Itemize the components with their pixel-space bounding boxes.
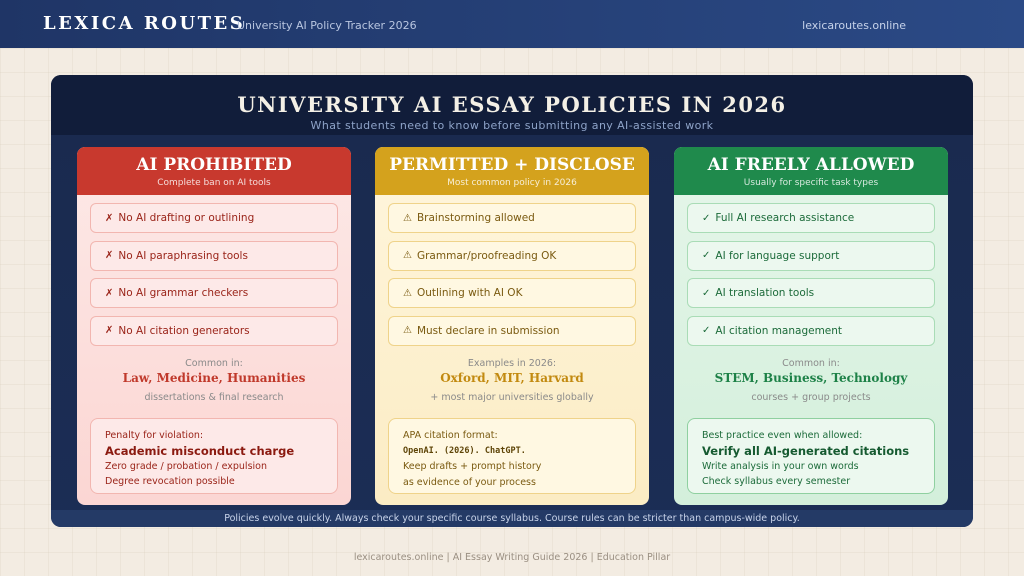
item-label: AI translation tools: [715, 287, 815, 299]
note-line: Degree revocation possible: [105, 476, 235, 487]
common-note: dissertations & final research: [144, 392, 284, 403]
card-header: [77, 147, 351, 195]
common-note: courses + group projects: [751, 392, 871, 403]
card-title: AI FREELY ALLOWED: [707, 155, 915, 175]
warning-icon: ⚠: [403, 250, 412, 261]
common-label: Common in:: [782, 358, 840, 369]
item-label: Must declare in submission: [416, 324, 560, 337]
note-line: Check syllabus every semester: [702, 476, 851, 487]
list-item: [388, 203, 636, 233]
best-practice-box: [687, 418, 935, 494]
warning-icon: ⚠: [403, 287, 412, 299]
check-icon: ✓: [702, 250, 711, 261]
top-bar: [0, 0, 1024, 48]
note-line: Keep drafts + prompt history: [403, 461, 542, 472]
cross-icon: ✗: [105, 325, 114, 336]
list-item: [90, 203, 338, 233]
card-subtitle: Usually for specific task types: [743, 178, 879, 188]
list-item: [90, 316, 338, 346]
check-icon: ✓: [702, 212, 711, 224]
item-label: AI citation management: [715, 324, 843, 337]
citation-example: OpenAI. (2026). ChatGPT.: [403, 445, 526, 456]
note-emphasis: Verify all AI-generated citations: [702, 443, 910, 458]
item-label: Full AI research assistance: [715, 212, 855, 224]
panel-footer-note: Policies evolve quickly. Always check your specific course syllabus. Course rules can be stricter than campus-wide policy.: [51, 510, 973, 527]
card-ai-prohibited: [77, 147, 351, 505]
cross-icon: ✗: [105, 212, 114, 224]
list-item: [90, 278, 338, 308]
item-label: No AI grammar checkers: [118, 287, 249, 299]
citation-box: [388, 418, 636, 494]
panel-subtitle: What students need to know before submitting any AI-assisted work: [310, 119, 714, 132]
note-line: Zero grade / probation / expulsion: [105, 460, 267, 472]
cross-icon: ✗: [105, 287, 114, 299]
common-value: STEM, Business, Technology: [714, 371, 908, 385]
note-heading: Best practice even when allowed:: [702, 430, 863, 441]
item-label: Brainstorming allowed: [416, 212, 535, 224]
list-item: [388, 241, 636, 271]
policy-panel: [51, 75, 973, 527]
common-value: Law, Medicine, Humanities: [122, 371, 306, 385]
note-line: as evidence of your process: [403, 476, 536, 488]
card-subtitle: Most common policy in 2026: [447, 178, 577, 188]
common-note: + most major universities globally: [430, 392, 594, 403]
check-icon: ✓: [702, 325, 711, 336]
common-label: Common in:: [185, 358, 243, 369]
warning-icon: ⚠: [403, 212, 412, 224]
site-link[interactable]: lexicaroutes.online: [802, 19, 906, 32]
note-heading: Penalty for violation:: [105, 430, 204, 441]
note-emphasis: Academic misconduct charge: [105, 443, 295, 458]
note-line: Write analysis in your own words: [702, 460, 859, 472]
list-item: [687, 278, 935, 308]
card-title: AI PROHIBITED: [136, 155, 292, 175]
panel-header: [51, 75, 973, 135]
card-permitted-disclose: [375, 147, 649, 505]
list-item: [388, 316, 636, 346]
cross-icon: ✗: [105, 250, 114, 261]
common-label: Examples in 2026:: [467, 358, 557, 369]
item-label: Outlining with AI OK: [416, 287, 523, 299]
list-item: [90, 241, 338, 271]
brand-subtitle: University AI Policy Tracker 2026: [237, 19, 417, 32]
card-subtitle: Complete ban on AI tools: [157, 178, 271, 188]
common-value: Oxford, MIT, Harvard: [440, 371, 584, 385]
item-label: No AI drafting or outlining: [118, 212, 255, 224]
panel-title: UNIVERSITY AI ESSAY POLICIES IN 2026: [237, 92, 787, 117]
list-item: [687, 203, 935, 233]
card-ai-freely-allowed: [674, 147, 948, 505]
warning-icon: ⚠: [403, 325, 412, 336]
policy-list: [90, 203, 338, 353]
penalty-box: [90, 418, 338, 494]
item-label: No AI citation generators: [118, 324, 250, 337]
check-icon: ✓: [702, 287, 711, 299]
policy-list: [687, 203, 935, 353]
policy-list: [388, 203, 636, 353]
item-label: No AI paraphrasing tools: [118, 249, 248, 262]
list-item: [687, 241, 935, 271]
brand-logo[interactable]: LEXICA ROUTES: [43, 13, 246, 34]
list-item: [687, 316, 935, 346]
item-label: AI for language support: [715, 249, 840, 262]
page-footer: lexicaroutes.online | AI Essay Writing Guide 2026 | Education Pillar: [353, 552, 671, 563]
card-title: PERMITTED + DISCLOSE: [389, 155, 635, 175]
list-item: [388, 278, 636, 308]
item-label: Grammar/proofreading OK: [416, 249, 557, 262]
card-header: [375, 147, 649, 195]
card-header: [674, 147, 948, 195]
note-heading: APA citation format:: [403, 430, 498, 441]
